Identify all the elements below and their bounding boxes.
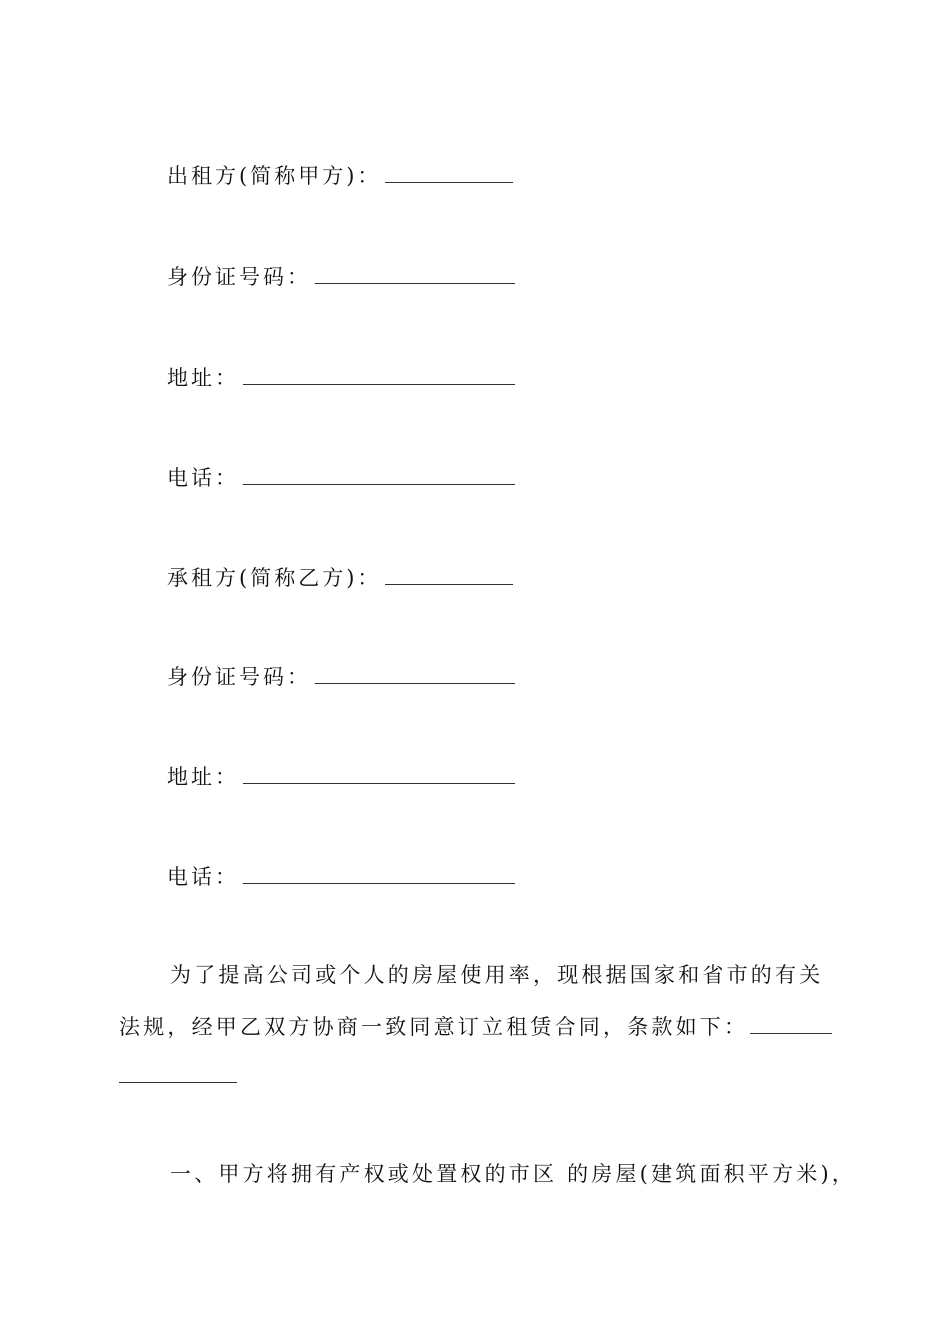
lessor-phone-row <box>167 466 515 489</box>
lessee-id-label: 身份证号码： <box>167 665 311 689</box>
lessee-id-blank <box>315 665 515 684</box>
lessee-name-label: 承租方(简称乙方)： <box>167 566 382 590</box>
clause-1-line-1: 一、甲方将拥有产权或处置权的市区 的房屋(建筑面积平方米)， <box>170 1162 857 1186</box>
lessor-address-label: 地址： <box>167 366 239 390</box>
lessor-name-label: 出租方(简称甲方)： <box>167 164 382 188</box>
lessor-name-blank <box>385 164 513 183</box>
preamble-line-2-text: 法规，经甲乙双方协商一致同意订立租赁合同，条款如下： <box>119 1015 749 1039</box>
lessee-name-row <box>167 566 513 589</box>
lessor-phone-blank <box>243 466 515 485</box>
lessee-phone-row <box>167 865 515 888</box>
lessor-address-row <box>167 366 515 389</box>
preamble-line-2 <box>119 1015 832 1038</box>
lessee-id-row <box>167 665 515 688</box>
preamble-line-3 <box>119 1064 237 1087</box>
lessor-id-row <box>167 265 515 288</box>
lessor-address-blank <box>243 366 515 385</box>
lessee-address-label: 地址： <box>167 765 239 789</box>
lessor-phone-label: 电话： <box>167 466 239 490</box>
lessor-id-blank <box>315 265 515 284</box>
preamble-blank-2 <box>119 1064 237 1083</box>
lessee-address-row <box>167 765 515 788</box>
lessee-phone-blank <box>243 865 515 884</box>
lessee-address-blank <box>243 765 515 784</box>
lessor-name-row <box>167 164 513 187</box>
lessee-phone-label: 电话： <box>167 865 239 889</box>
preamble-blank-1 <box>750 1015 832 1034</box>
lessee-name-blank <box>385 566 513 585</box>
lessor-id-label: 身份证号码： <box>167 265 311 289</box>
preamble-line-1: 为了提高公司或个人的房屋使用率，现根据国家和省市的有关 <box>170 963 824 987</box>
